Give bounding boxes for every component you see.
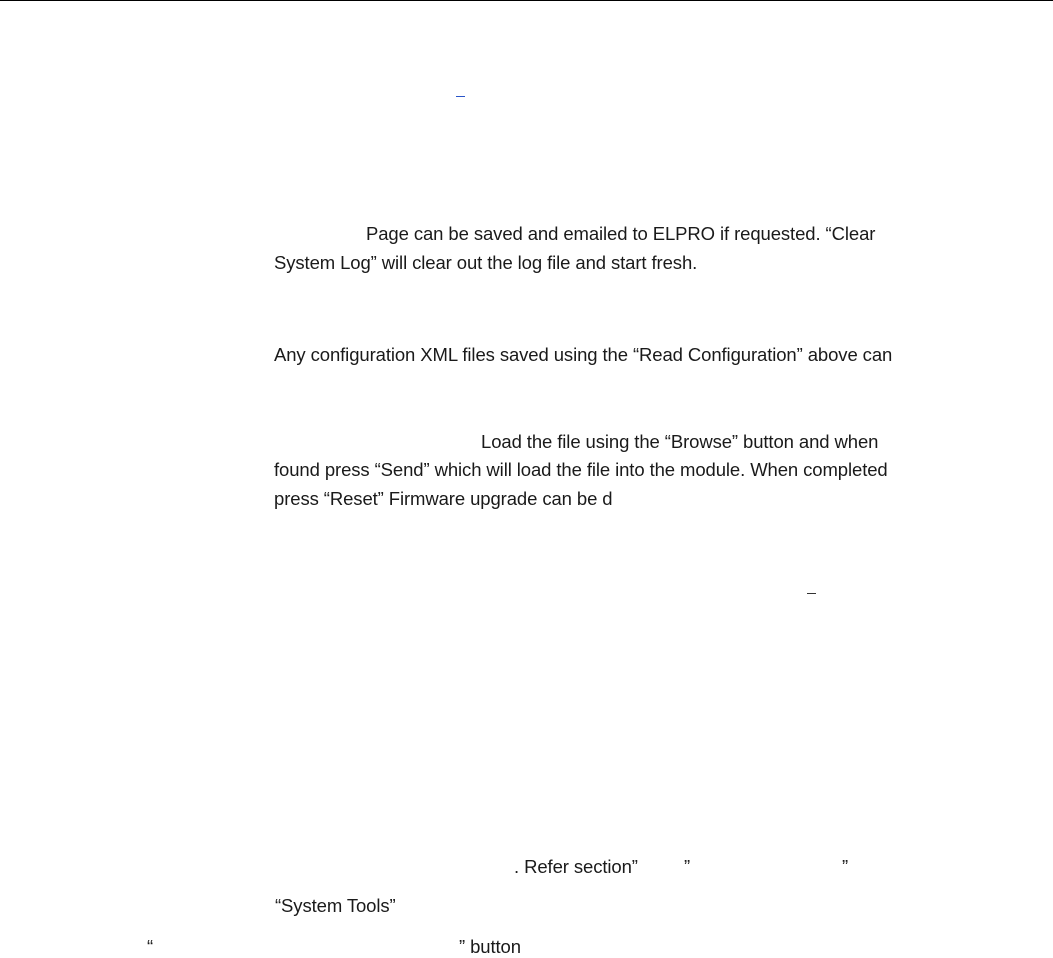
open-quote-fragment: “ — [147, 936, 154, 957]
para1-line1: Page can be saved and emailed to ELPRO if requested. “Clear — [366, 223, 876, 244]
system-tools-reference: “System Tools” — [275, 895, 396, 916]
para2-line1: Any configuration XML files saved using the “Read Configuration” above can — [274, 344, 893, 365]
refer-section-fragment: . Refer section” — [514, 856, 638, 877]
para3-line2: found press “Send” which will load the file into the module. When completed — [274, 459, 888, 480]
close-quote-fragment-2: ” — [842, 856, 849, 877]
top-rule — [0, 0, 1053, 1]
link-underline-fragment — [456, 96, 465, 97]
button-label-fragment: ” button — [459, 936, 521, 957]
close-quote-fragment-1: ” — [684, 856, 691, 877]
para3-line1: Load the file using the “Browse” button and when — [481, 431, 879, 452]
dash-fragment — [807, 593, 816, 594]
para1-line2: System Log” will clear out the log file and start fresh. — [274, 252, 698, 273]
para3-line3: press “Reset” Firmware upgrade can be d — [274, 488, 613, 509]
